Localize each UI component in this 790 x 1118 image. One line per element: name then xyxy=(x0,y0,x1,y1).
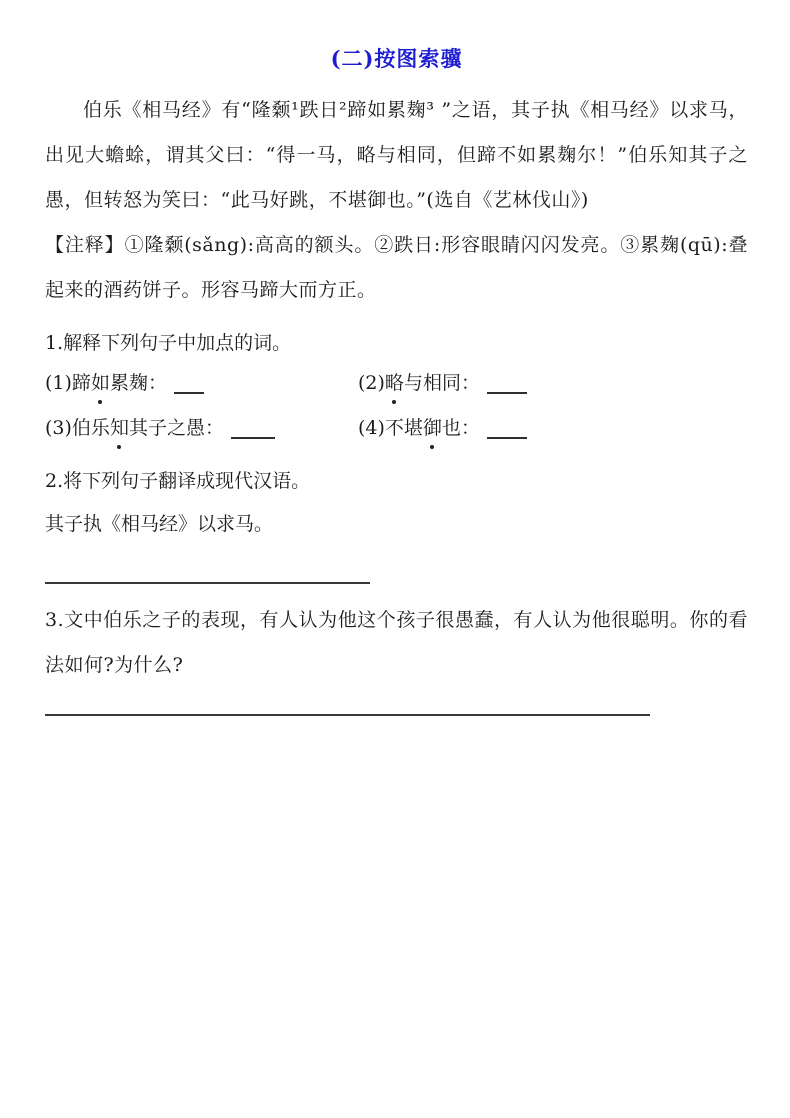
passage-text: 伯乐《相马经》有“隆颡¹跌日²蹄如累麹³ ”之语，其子执《相马经》以求马，出见大蟾蜍，谓其父曰：“得一马，略与相同，但蹄不如累麹尔！”伯乐知其子之愚，但转怒为笑曰：“此马好跳，不堪御也。”(选自《艺林伐山》) xyxy=(45,99,748,211)
question-1-item-4 xyxy=(358,414,748,442)
passage-notes: 【注释】①隆颡(sǎng):高高的额头。②跌日:形容眼睛闪闪发亮。③累麹(qū):叠起来的酒药饼子。形容马蹄大而方正。 xyxy=(45,234,748,301)
answer-blank xyxy=(231,423,275,439)
item-label: (1) xyxy=(45,372,72,394)
dotted-word: 知 xyxy=(110,414,129,442)
item-text-post: 其子之愚： xyxy=(128,417,224,439)
question-1-header: 1.解释下列句子中加点的词。 xyxy=(45,332,292,354)
item-label: (2) xyxy=(358,372,385,394)
answer-blank xyxy=(487,378,527,394)
item-text-pre: 不堪 xyxy=(384,417,423,439)
question-3-answer-line xyxy=(45,714,650,716)
dotted-word: 如 xyxy=(91,369,110,397)
question-3-text: 3.文中伯乐之子的表现，有人认为他这个孩子很愚蠢，有人认为他很聪明。你的看法如何?为什么? xyxy=(45,609,748,676)
item-text-post: 也： xyxy=(441,417,480,439)
question-2-header: 2.将下列句子翻译成现代汉语。 xyxy=(45,470,311,492)
question-1-item-3 xyxy=(45,414,358,442)
answer-blank xyxy=(174,378,204,394)
dotted-word: 御 xyxy=(423,414,442,442)
page-title: (二)按图索骥 xyxy=(330,46,463,71)
item-label: (3) xyxy=(45,417,72,439)
question-2-sentence: 其子执《相马经》以求马。 xyxy=(45,513,274,535)
question-1-item-1 xyxy=(45,369,358,397)
item-text-pre: 伯乐 xyxy=(71,417,110,439)
item-text-pre: 蹄 xyxy=(71,372,91,394)
question-1-items xyxy=(45,369,748,442)
question-2-answer-line xyxy=(45,582,370,584)
question-1-item-2 xyxy=(358,369,748,397)
item-text-post: 与相同： xyxy=(403,372,480,394)
item-label: (4) xyxy=(358,417,385,439)
dotted-word: 略 xyxy=(385,369,404,397)
item-text-post: 累麹： xyxy=(109,372,167,394)
answer-blank xyxy=(487,423,527,439)
